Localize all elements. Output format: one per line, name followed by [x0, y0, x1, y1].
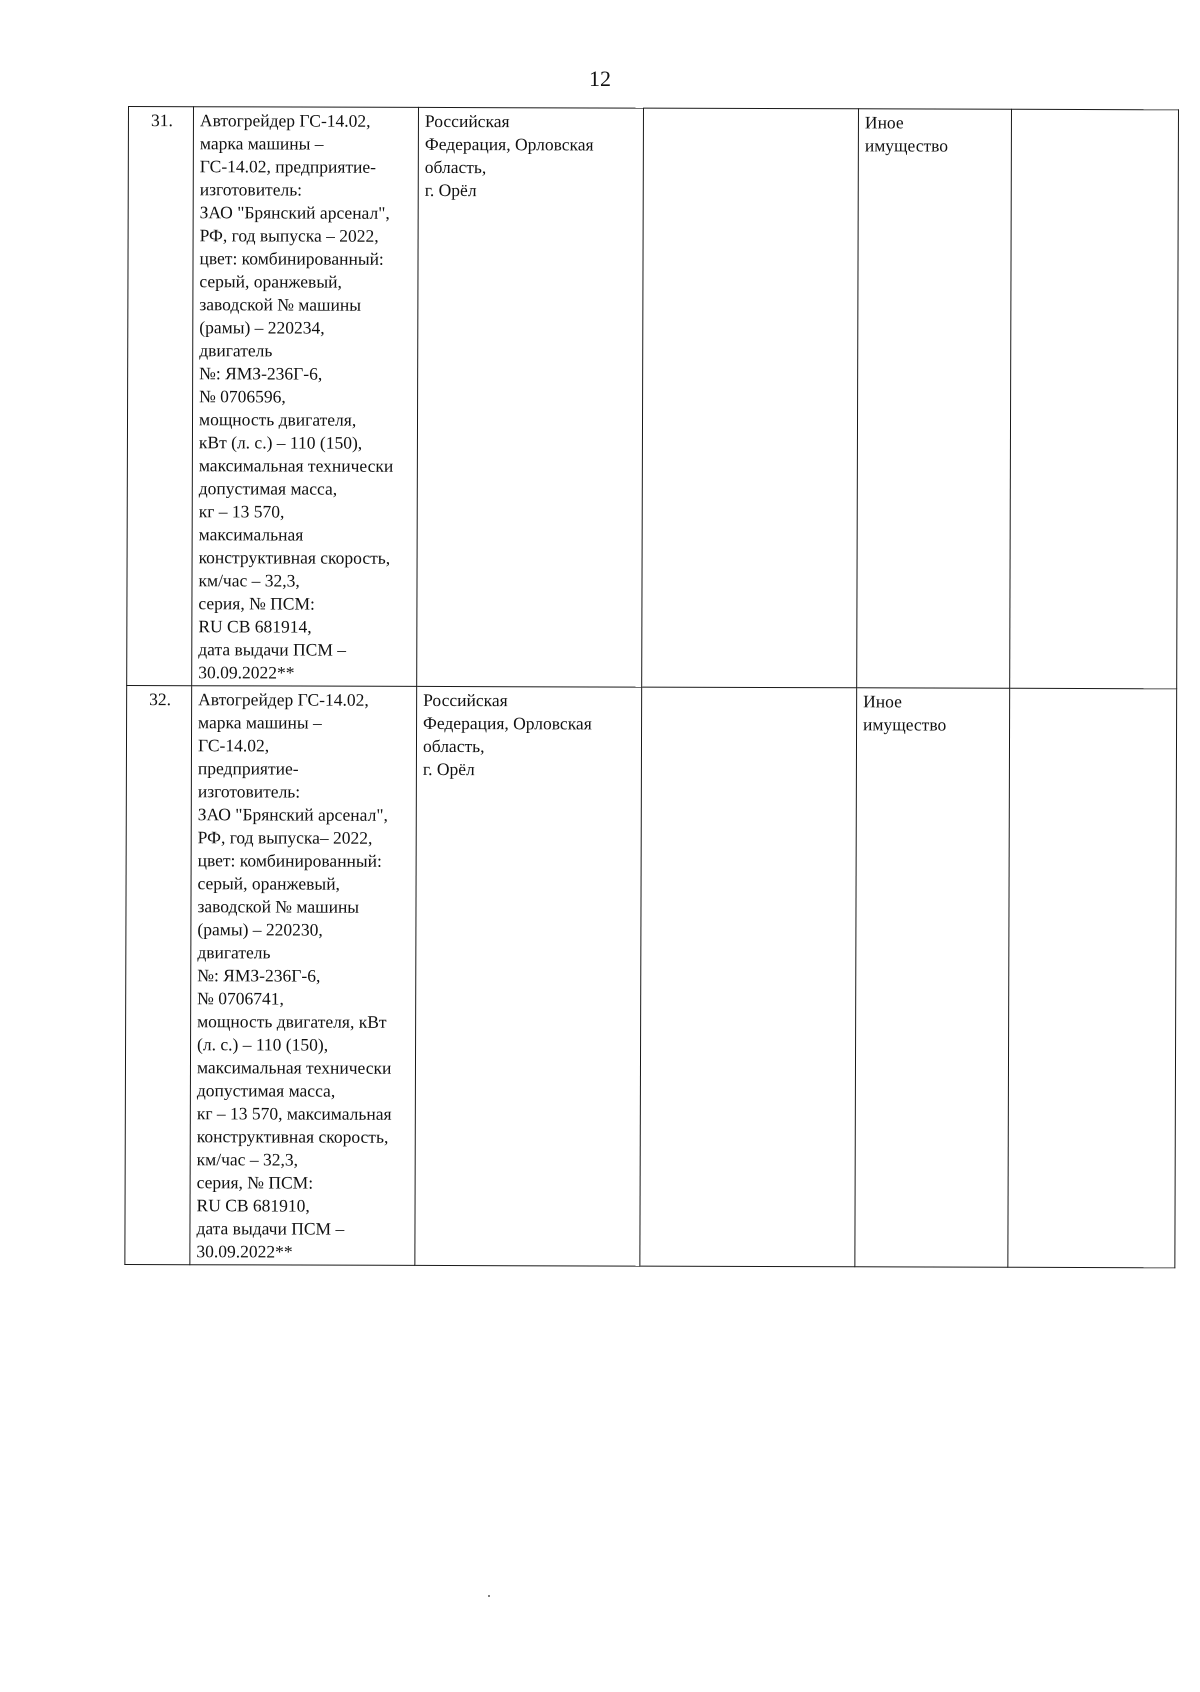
property-type-line: имущество [864, 135, 949, 156]
description-line: максимальная технически [198, 455, 394, 476]
property-type-line: Иное [863, 691, 902, 712]
location-line: Российская [423, 689, 508, 711]
empty-cell [1010, 109, 1179, 689]
description-line: максимальная [198, 524, 304, 545]
property-description-cell [192, 107, 419, 687]
property-table [124, 106, 1179, 1268]
description-line: цвет: комбинированный: [197, 850, 382, 871]
property-type-cell [855, 688, 1010, 1267]
description-line: (рамы) – 220230, [197, 919, 323, 940]
description-line: км/час – 32,3, [196, 1149, 299, 1170]
description-line: конструктивная скорость, [198, 547, 391, 568]
description-line: ГС-14.02, предприятие- [199, 156, 377, 177]
location-cell [415, 686, 642, 1266]
description-line: ГС-14.02, [197, 735, 270, 756]
location-line: Российская [424, 110, 510, 132]
table-container [124, 106, 1112, 1268]
description-line: Автогрейдер ГС-14.02, [198, 689, 369, 710]
description-line: №: ЯМЗ-236Г-6, [197, 965, 321, 986]
table-row [127, 107, 1179, 689]
description-line: кг – 13 570, [198, 501, 285, 522]
property-description-cell [190, 686, 417, 1266]
location-line: Федерация, Орловская [424, 133, 594, 155]
description-line: допустимая масса, [198, 478, 338, 499]
description-line: дата выдачи ПСМ – [196, 1218, 345, 1239]
description-line: кг – 13 570, максимальная [196, 1103, 392, 1124]
row-number-cell: 32. [125, 685, 192, 1264]
empty-cell [642, 108, 859, 688]
description-line: изготовитель: [197, 781, 301, 802]
location-line: Федерация, Орловская [423, 712, 592, 734]
location-line: область, [422, 735, 485, 757]
description-line: ЗАО "Брянский арсенал", [199, 202, 390, 223]
description-line: № 0706741, [197, 988, 284, 1009]
description-line: РФ, год выпуска – 2022, [199, 225, 379, 246]
description-line: серия, № ПСМ: [198, 593, 315, 614]
description-line: РФ, год выпуска– 2022, [197, 827, 373, 848]
description-line: №: ЯМЗ-236Г-6, [199, 363, 323, 384]
description-line: заводской № машины [197, 896, 360, 917]
description-line: конструктивная скорость, [196, 1126, 389, 1147]
description-line: мощность двигателя, [198, 409, 357, 430]
description-line: (рамы) – 220234, [199, 317, 325, 338]
location-cell [417, 107, 644, 687]
empty-cell [640, 687, 857, 1267]
table-row [125, 685, 1177, 1267]
property-type-line: Иное [864, 112, 904, 133]
description-line: двигатель [199, 340, 273, 361]
description-line: ЗАО "Брянский арсенал", [197, 804, 388, 825]
description-line: заводской № машины [199, 294, 362, 315]
description-line: серый, оранжевый, [197, 873, 340, 894]
location-line: область, [424, 156, 487, 178]
location-line: г. Орёл [424, 179, 477, 201]
description-line: км/час – 32,3, [198, 570, 300, 591]
location-line: г. Орёл [422, 758, 475, 780]
description-line: предприятие- [197, 758, 299, 779]
description-line: максимальная технически [196, 1057, 392, 1078]
description-line: марка машины – [198, 712, 322, 733]
description-line: 30.09.2022** [196, 1241, 293, 1262]
description-line: RU CB 681910, [196, 1195, 310, 1216]
description-line: 30.09.2022** [198, 662, 295, 683]
empty-cell [1008, 688, 1177, 1268]
description-line: мощность двигателя, кВт [197, 1011, 387, 1032]
description-line: серия, № ПСМ: [196, 1172, 314, 1193]
description-line: дата выдачи ПСМ – [198, 639, 347, 660]
page-number: 12 [589, 66, 611, 91]
description-line: серый, оранжевый, [199, 271, 342, 292]
description-line: изготовитель: [199, 179, 303, 200]
description-line: (л. с.) – 110 (150), [197, 1034, 329, 1055]
description-line: марка машины – [199, 133, 324, 154]
description-line: двигатель [197, 942, 271, 963]
row-number-cell: 31. [127, 107, 194, 686]
property-type-line: имущество [863, 714, 947, 735]
description-line: RU CB 681914, [198, 616, 312, 637]
description-line: цвет: комбинированный: [199, 248, 384, 269]
description-line: допустимая масса, [196, 1080, 336, 1101]
description-line: кВт (л. с.) – 110 (150), [198, 432, 363, 453]
description-line: № 0706596, [199, 386, 286, 407]
property-type-cell [857, 109, 1012, 688]
description-line: Автогрейдер ГС-14.02, [199, 110, 371, 131]
scan-speck [488, 1595, 490, 1597]
